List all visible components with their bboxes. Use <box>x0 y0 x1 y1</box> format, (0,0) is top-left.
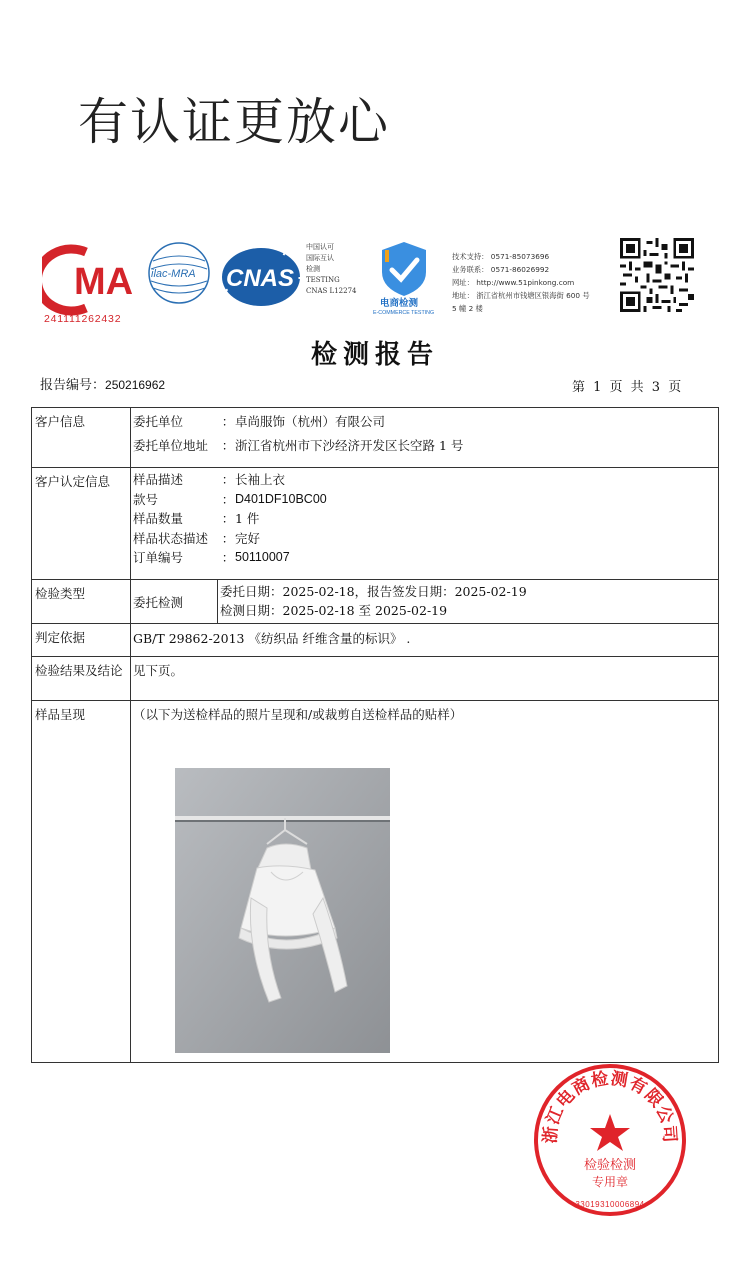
table-row-client-info: 客户信息 委托单位 ： 卓尚服饰（杭州）有限公司 委托单位地址 ： 浙江省杭州市下沙经济开发区长空路 1 号 <box>32 408 719 468</box>
contact-tech-support: 技术支持： 0571-85073696 <box>452 252 550 261</box>
client-info-label: 客户信息 <box>32 408 131 468</box>
basis-label: 判定依据 <box>32 624 131 657</box>
result-label: 检验结果及结论 <box>32 657 131 701</box>
sample-description-value: 长袖上衣 <box>235 472 286 487</box>
svg-text:E-COMMERCE TESTING: E-COMMERCE TESTING <box>373 310 435 316</box>
report-title: 检测报告 <box>310 340 439 370</box>
official-seal <box>532 1062 688 1218</box>
svg-text:ilac-MRA: ilac-MRA <box>151 268 196 280</box>
contact-address-line2: 5 幢 2 楼 <box>452 304 483 313</box>
contact-business: 业务联系： 0571-86026992 <box>452 265 550 274</box>
style-number-value: D401DF10BC00 <box>235 491 327 506</box>
cma-logo <box>42 244 140 324</box>
cnas-accreditation-text: 中国认可 国际互认 检测 TESTING CNAS L12274 <box>306 243 357 295</box>
order-number-value: 50110007 <box>235 550 290 564</box>
contact-address: 地址： 浙江省杭州市钱塘区银海街 600 号 <box>452 291 590 300</box>
confirmed-info-label: 客户认定信息 <box>32 468 131 580</box>
qr-code <box>620 238 694 312</box>
table-row-test-type <box>32 580 719 624</box>
contact-info <box>452 250 590 315</box>
test-dates: 检测日期：2025-02-18 至 2025-02-19 <box>220 603 448 618</box>
svg-text:专用章: 专用章 <box>591 1175 629 1189</box>
svg-text:电商检测: 电商检测 <box>380 298 419 309</box>
client-address-value: 浙江省杭州市下沙经济开发区长空路 1 号 <box>235 437 464 453</box>
page-indicator: 第 1 页 共 3 页 <box>572 380 684 395</box>
report-number: 报告编号：250216962 <box>40 378 166 393</box>
client-unit-value: 卓尚服饰（杭州）有限公司 <box>235 414 386 429</box>
table-row-basis <box>32 624 719 657</box>
sample-photo <box>175 768 390 1053</box>
svg-text:241111262432: 241111262432 <box>44 313 122 324</box>
sample-state-value: 完好 <box>235 530 261 546</box>
headline: 有认证更放心 <box>78 93 390 151</box>
result-value: 见下页。 <box>131 657 719 701</box>
test-type-value: 委托检测 <box>131 580 218 624</box>
svg-text:浙江电商检测有限公司: 浙江电商检测有限公司 <box>540 1068 680 1145</box>
svg-text:CNAS: CNAS <box>226 265 295 292</box>
contact-website: 网址： http://www.51pinkong.com <box>452 278 575 287</box>
cnas-logo <box>220 246 302 308</box>
svg-text:MA: MA <box>74 261 134 303</box>
test-type-label: 检验类型 <box>32 580 131 624</box>
ilac-mra-logo <box>147 241 211 305</box>
table-row-result <box>32 657 719 701</box>
basis-value: GB/T 29862-2013 《纺织品 纤维含量的标识》 . <box>131 624 719 657</box>
sample-label: 样品呈现 <box>32 701 131 1063</box>
sample-quantity-value: 1 件 <box>235 511 260 526</box>
commission-dates: 委托日期：2025-02-18，报告签发日期：2025-02-19 <box>220 584 527 599</box>
svg-text:33019310006894: 33019310006894 <box>575 1200 645 1209</box>
table-row-confirmed-info: 客户认定信息 样品描述 ： 长袖上衣 款号 ： D401DF10BC00 样品数量 ： 1 件 样品状态描述 ： 完好 订单编号 ： 50110007 <box>32 468 719 580</box>
svg-text:检验检测: 检验检测 <box>583 1158 637 1173</box>
sample-note: （以下为送检样品的照片呈现和/或裁剪自送检样品的贴样） <box>131 701 719 1063</box>
ecommerce-testing-logo <box>372 238 436 316</box>
certification-logos-bar <box>0 236 750 326</box>
